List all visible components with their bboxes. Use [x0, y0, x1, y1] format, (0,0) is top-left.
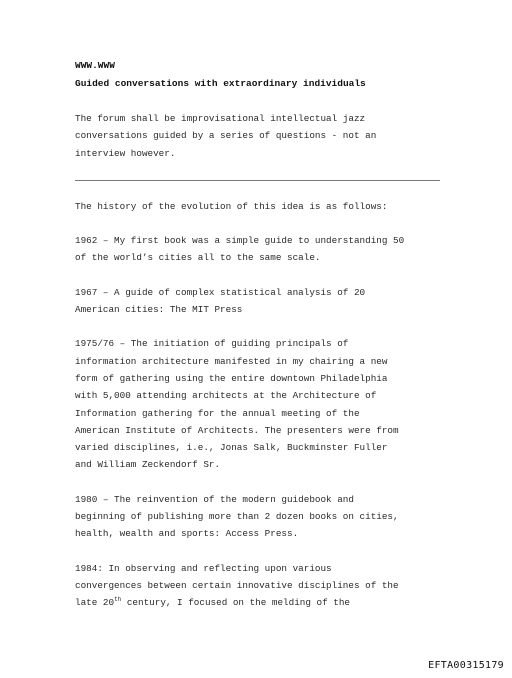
history-lead: The history of the evolution of this idea is as follows:: [75, 200, 388, 212]
history-entry-1962: 1962 – My first book was a simple guide to understanding 50 of the world’s cities all to the same scale.: [75, 235, 405, 264]
entry-1984-line3-after: century, I focused on the melding of the: [121, 597, 351, 609]
entry-1984-line3-before: late 20: [75, 597, 115, 609]
ordinal-suffix: th: [114, 596, 122, 604]
document-id-stamp: EFTA00315179: [428, 660, 504, 671]
document-subtitle: Guided conversations with extraordinary individuals: [75, 78, 366, 89]
divider-rule: [75, 180, 440, 181]
history-entry-1984: [75, 560, 445, 612]
intro-paragraph: The forum shall be improvisational intellectual jazz conversations guided by a series of questions - not an interview however.: [75, 113, 377, 159]
entry-1984-line2: convergences between certain innovative disciplines of the: [75, 579, 399, 591]
url-line: WWW.WWW: [75, 60, 115, 71]
entry-1984-line1: 1984: In observing and reflecting upon various: [75, 562, 332, 574]
history-entry-1975: 1975/76 – The initiation of guiding principals of information architecture manifested in my chairing a new form of gathering using the entire downtown Philadelphia with 5,000 attending architects at the Architecture of Information gathering for the annual meeting of the American Institute of Architects. The presenters were from varied disciplines, i.e., Jonas Salk, Buckminster Fuller and William Zeckendorf Sr.: [75, 338, 399, 471]
document-page: [75, 60, 445, 629]
history-entry-1980: 1980 – The reinvention of the modern guidebook and beginning of publishing more than 2 dozen books on cities, health, wealth and sports: Access Press.: [75, 493, 399, 540]
history-entry-1967: 1967 – A guide of complex statistical analysis of 20 American cities: The MIT Press: [75, 286, 366, 316]
